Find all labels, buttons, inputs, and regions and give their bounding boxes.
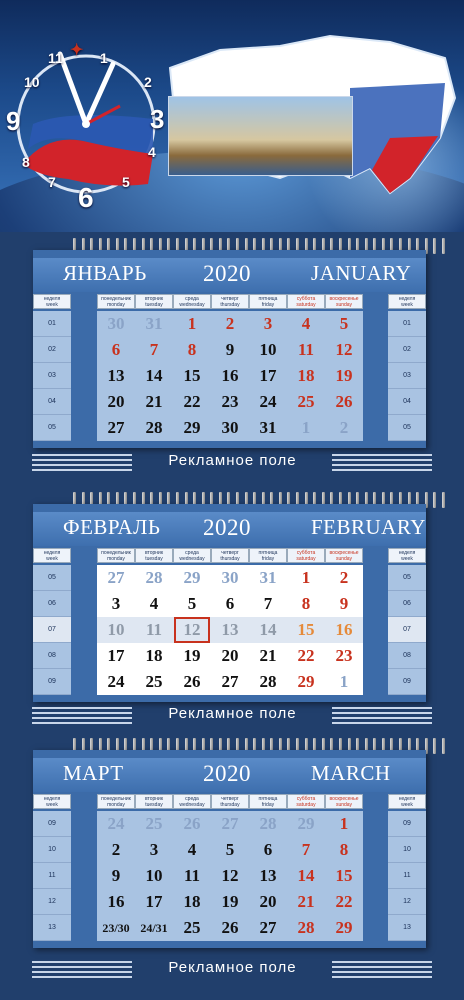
weekday-ru: неделя: [43, 550, 61, 556]
day-cell: 20: [211, 643, 249, 669]
month-name-ru: МАРТ: [63, 761, 124, 785]
weekday-ru: неделя: [398, 550, 416, 556]
day-cell: 14: [135, 363, 173, 389]
clock-number-8: 8: [22, 154, 30, 170]
week-number: 01: [388, 311, 426, 337]
day-cell: 27: [97, 415, 135, 441]
week-number: 03: [33, 363, 71, 389]
day-cell: 18: [287, 363, 325, 389]
weekday-en: monday: [107, 556, 125, 562]
day-cell: 28: [249, 811, 287, 837]
weekday-en: friday: [261, 802, 275, 808]
week-number: 05: [33, 415, 71, 441]
weekday-en: tuesday: [145, 302, 163, 308]
day-cell: 25: [287, 389, 325, 415]
weekday-header: [388, 294, 426, 309]
weekday-ru: суббота: [296, 796, 316, 802]
day-cell: 19: [325, 363, 363, 389]
day-cell: 29: [173, 565, 211, 591]
day-cell: 2: [97, 837, 135, 863]
week-number: 12: [33, 889, 71, 915]
weekday-header: [173, 548, 211, 563]
advert-lines-left: [32, 454, 132, 474]
weekday-header: [325, 548, 363, 563]
day-cell: 16: [211, 363, 249, 389]
week-number: 09: [33, 811, 71, 837]
day-cell: 8: [287, 591, 325, 617]
day-cell: 9: [325, 591, 363, 617]
weekday-ru: понедельник: [101, 550, 131, 556]
day-cell: 29: [287, 811, 325, 837]
day-cell: 28: [249, 669, 287, 695]
weekday-ru: вторник: [144, 296, 164, 302]
week-number: 06: [33, 591, 71, 617]
day-cell: 26: [211, 915, 249, 941]
day-cell: 7: [287, 837, 325, 863]
weekday-header: [388, 548, 426, 563]
weekday-ru: неделя: [43, 296, 61, 302]
weekday-en: wednesday: [179, 802, 205, 808]
weekday-ru: пятница: [258, 550, 278, 556]
weekday-en: sunday: [335, 802, 353, 808]
day-cell: 29: [287, 669, 325, 695]
week-number: 13: [388, 915, 426, 941]
week-number: 05: [388, 565, 426, 591]
day-cell: 27: [211, 811, 249, 837]
day-cell: 1: [287, 565, 325, 591]
weekday-en: monday: [107, 302, 125, 308]
clock-number-6: 6: [78, 182, 94, 213]
day-cell: 8: [173, 337, 211, 363]
day-cell: 5: [325, 311, 363, 337]
advert-lines-left: [32, 961, 132, 981]
day-cell: 30: [97, 311, 135, 337]
day-cell: 28: [135, 415, 173, 441]
advert-text: Рекламное поле: [168, 705, 297, 722]
weekday-en: week: [401, 556, 413, 562]
day-cell: 9: [211, 337, 249, 363]
clock-number-3: 3: [150, 104, 165, 134]
day-cell: 13: [211, 617, 249, 643]
day-cell: 1: [325, 669, 363, 695]
day-cell: 20: [97, 389, 135, 415]
day-cell: 21: [135, 389, 173, 415]
day-cell: 4: [173, 837, 211, 863]
day-cell: 6: [211, 591, 249, 617]
month-title-bar: [33, 758, 426, 792]
day-cell: 18: [173, 889, 211, 915]
day-cell: 11: [287, 337, 325, 363]
advert-strip: [0, 703, 464, 727]
week-number: 08: [388, 643, 426, 669]
day-cell: 23: [211, 389, 249, 415]
year-label: 2020: [203, 761, 251, 786]
weekday-en: monday: [107, 802, 125, 808]
weekday-en: thursday: [220, 556, 240, 562]
clock-number-11: 11: [48, 50, 63, 66]
day-cell: 6: [249, 837, 287, 863]
day-cell: 27: [97, 565, 135, 591]
week-number: 08: [33, 643, 71, 669]
day-cell: 25: [135, 811, 173, 837]
day-cell: 25: [173, 915, 211, 941]
weekday-header: [173, 294, 211, 309]
day-cell: 15: [173, 363, 211, 389]
day-cell: 11: [135, 617, 173, 643]
clock-number-1: 1: [100, 50, 108, 66]
weekday-header: [33, 548, 71, 563]
week-number: 04: [33, 389, 71, 415]
week-number: 11: [388, 863, 426, 889]
weekday-ru: суббота: [296, 296, 316, 302]
weekday-header: [211, 294, 249, 309]
weekday-header: [33, 294, 71, 309]
day-cell: 14: [249, 617, 287, 643]
weekday-header: [211, 548, 249, 563]
advert-lines-right: [332, 707, 432, 727]
year-label: 2020: [203, 261, 251, 286]
week-number: 10: [388, 837, 426, 863]
weekday-ru: неделя: [398, 796, 416, 802]
day-cell: 31: [249, 415, 287, 441]
week-number: 11: [33, 863, 71, 889]
day-cell: 13: [97, 363, 135, 389]
day-cell: 22: [173, 389, 211, 415]
weekday-en: week: [401, 802, 413, 808]
clock-number-7: 7: [48, 174, 56, 190]
day-cell: 3: [249, 311, 287, 337]
day-cell: 5: [173, 591, 211, 617]
advert-lines-right: [332, 961, 432, 981]
day-cell: 26: [173, 811, 211, 837]
week-number: 02: [33, 337, 71, 363]
advert-text: Рекламное поле: [168, 959, 297, 976]
weekday-ru: воскресенье: [329, 796, 359, 802]
weekday-en: sunday: [335, 302, 353, 308]
day-cell: 11: [173, 863, 211, 889]
week-number: 13: [33, 915, 71, 941]
day-cell: 26: [173, 669, 211, 695]
day-cell: 17: [249, 363, 287, 389]
day-cell: 27: [211, 669, 249, 695]
weekday-en: week: [46, 302, 58, 308]
advert-lines-right: [332, 454, 432, 474]
weekday-ru: вторник: [144, 796, 164, 802]
day-cell: 4: [287, 311, 325, 337]
day-cell: 29: [325, 915, 363, 941]
weekday-en: tuesday: [145, 802, 163, 808]
advert-text: Рекламное поле: [168, 452, 297, 469]
day-cell: 2: [325, 565, 363, 591]
day-cell: 14: [287, 863, 325, 889]
day-cell: 23: [325, 643, 363, 669]
month-title-bar: [33, 258, 426, 292]
day-cell: 21: [249, 643, 287, 669]
current-date-marker: [174, 617, 210, 643]
weekday-en: saturday: [296, 302, 316, 308]
day-cell: 15: [287, 617, 325, 643]
day-cell: 27: [249, 915, 287, 941]
day-cell: 8: [325, 837, 363, 863]
day-cell: 1: [287, 415, 325, 441]
day-cell: 16: [325, 617, 363, 643]
weekday-ru: пятница: [258, 296, 278, 302]
day-cell: 2: [325, 415, 363, 441]
header-banner: [0, 0, 464, 232]
weekday-header: [33, 794, 71, 809]
day-cell: 1: [325, 811, 363, 837]
weekday-en: wednesday: [179, 302, 205, 308]
clock-number-5: 5: [122, 174, 130, 190]
week-number: 05: [388, 415, 426, 441]
day-cell: 7: [249, 591, 287, 617]
weekday-ru: понедельник: [101, 796, 131, 802]
day-cell: 31: [249, 565, 287, 591]
clock-number-2: 2: [144, 74, 152, 90]
day-cell: 15: [325, 863, 363, 889]
weekday-ru: среда: [185, 296, 199, 302]
day-cell: 31: [135, 311, 173, 337]
weekday-en: friday: [261, 302, 275, 308]
weekday-en: sunday: [335, 556, 353, 562]
wall-clock: [6, 14, 165, 214]
week-number: 05: [33, 565, 71, 591]
day-cell: 24: [97, 811, 135, 837]
weekday-ru: четверг: [221, 550, 239, 556]
day-cell: 20: [249, 889, 287, 915]
week-number: 12: [388, 889, 426, 915]
weekday-en: saturday: [296, 556, 316, 562]
weekday-header: [325, 294, 363, 309]
month-title-bar: [33, 512, 426, 546]
weekday-ru: неделя: [43, 796, 61, 802]
weekday-ru: четверг: [221, 296, 239, 302]
weekday-header: [97, 548, 135, 563]
day-cell: 12: [211, 863, 249, 889]
day-cell: 3: [97, 591, 135, 617]
day-cell: 23/30: [97, 915, 135, 941]
kremlin-photo: [168, 96, 353, 176]
weekday-header: [287, 294, 325, 309]
week-number: 10: [33, 837, 71, 863]
weekday-en: week: [46, 802, 58, 808]
weekday-header: [97, 294, 135, 309]
day-cell: 9: [97, 863, 135, 889]
week-number: 09: [388, 811, 426, 837]
week-number: 06: [388, 591, 426, 617]
weekday-en: saturday: [296, 802, 316, 808]
month-name-ru: ЯНВАРЬ: [63, 261, 147, 285]
week-number: 07: [388, 617, 426, 643]
day-cell: 28: [135, 565, 173, 591]
weekday-header: [135, 548, 173, 563]
week-number: 09: [33, 669, 71, 695]
weekday-ru: воскресенье: [329, 296, 359, 302]
month-name-en: FEBRUARY: [311, 515, 426, 539]
day-cell: 3: [135, 837, 173, 863]
day-cell: 16: [97, 889, 135, 915]
day-cell: 30: [211, 565, 249, 591]
coat-of-arms-icon: ✦: [70, 42, 84, 59]
advert-strip: [0, 957, 464, 981]
weekday-ru: понедельник: [101, 296, 131, 302]
weekday-ru: четверг: [221, 796, 239, 802]
weekday-header: [135, 294, 173, 309]
weekday-en: wednesday: [179, 556, 205, 562]
weekday-header: [287, 548, 325, 563]
day-cell: 24: [249, 389, 287, 415]
weekday-en: week: [401, 302, 413, 308]
weekday-header: [173, 794, 211, 809]
weekday-ru: вторник: [144, 550, 164, 556]
day-cell: 2: [211, 311, 249, 337]
day-cell: 10: [249, 337, 287, 363]
day-cell: 10: [97, 617, 135, 643]
advert-lines-left: [32, 707, 132, 727]
weekday-header: [249, 794, 287, 809]
day-cell: 4: [135, 591, 173, 617]
day-cell: 12: [173, 617, 211, 643]
day-cell: 1: [173, 311, 211, 337]
weekday-ru: суббота: [296, 550, 316, 556]
week-number: 03: [388, 363, 426, 389]
clock-number-4: 4: [148, 144, 156, 160]
day-cell: 28: [287, 915, 325, 941]
day-cell: 26: [325, 389, 363, 415]
weekday-ru: неделя: [398, 296, 416, 302]
month-name-en: MARCH: [311, 761, 391, 785]
week-number: 07: [33, 617, 71, 643]
day-cell: 10: [135, 863, 173, 889]
week-number: 04: [388, 389, 426, 415]
day-cell: 7: [135, 337, 173, 363]
weekday-ru: среда: [185, 796, 199, 802]
weekday-ru: пятница: [258, 796, 278, 802]
month-name-en: JANUARY: [311, 261, 412, 285]
day-cell: 12: [325, 337, 363, 363]
weekday-en: friday: [261, 556, 275, 562]
year-label: 2020: [203, 515, 251, 540]
weekday-header: [388, 794, 426, 809]
day-cell: 6: [97, 337, 135, 363]
day-cell: 19: [211, 889, 249, 915]
day-cell: 21: [287, 889, 325, 915]
weekday-en: week: [46, 556, 58, 562]
weekday-header: [249, 294, 287, 309]
month-name-ru: ФЕВРАЛЬ: [63, 515, 161, 539]
week-number: 01: [33, 311, 71, 337]
day-cell: 24: [97, 669, 135, 695]
day-cell: 19: [173, 643, 211, 669]
day-cell: 24/31: [135, 915, 173, 941]
week-number: 02: [388, 337, 426, 363]
clock-number-9: 9: [6, 106, 21, 136]
weekday-header: [97, 794, 135, 809]
day-cell: 5: [211, 837, 249, 863]
day-cell: 17: [135, 889, 173, 915]
day-cell: 22: [287, 643, 325, 669]
weekday-en: thursday: [220, 302, 240, 308]
week-number: 09: [388, 669, 426, 695]
weekday-header: [249, 548, 287, 563]
weekday-header: [325, 794, 363, 809]
day-cell: 18: [135, 643, 173, 669]
weekday-header: [135, 794, 173, 809]
weekday-header: [287, 794, 325, 809]
weekday-en: thursday: [220, 802, 240, 808]
clock-number-10: 10: [24, 74, 40, 90]
day-cell: 30: [211, 415, 249, 441]
weekday-en: tuesday: [145, 556, 163, 562]
day-cell: 13: [249, 863, 287, 889]
weekday-ru: среда: [185, 550, 199, 556]
day-cell: 22: [325, 889, 363, 915]
weekday-header: [211, 794, 249, 809]
advert-strip: [0, 450, 464, 474]
day-cell: 25: [135, 669, 173, 695]
weekday-ru: воскресенье: [329, 550, 359, 556]
day-cell: 29: [173, 415, 211, 441]
day-cell: 17: [97, 643, 135, 669]
